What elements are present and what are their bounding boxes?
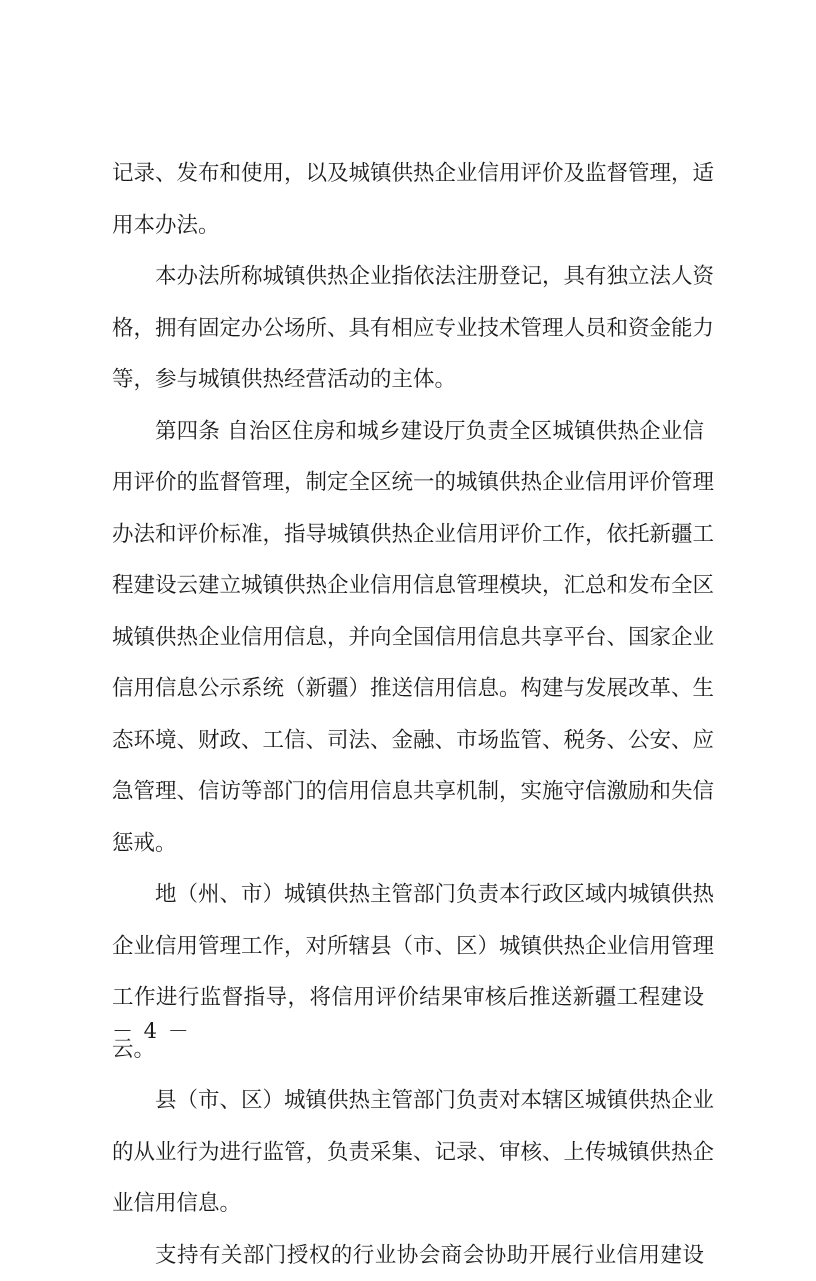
text-line: 办法和评价标准，指导城镇供热企业信用评价工作，依托新疆工 — [112, 509, 704, 561]
text-line: 地（州、市）城镇供热主管部门负责本行政区域内城镇供热 — [112, 869, 704, 921]
body-text — [112, 148, 704, 1281]
text-line: 信用信息公示系统（新疆）推送信用信息。构建与发展改革、生 — [112, 663, 704, 715]
text-line: 支持有关部门授权的行业协会商会协助开展行业信用建设 — [112, 1230, 704, 1281]
page-number: － 4 － — [112, 1016, 191, 1046]
text-line: 态环境、财政、工信、司法、金融、市场监管、税务、公安、应 — [112, 715, 704, 767]
text-line: 业信用信息。 — [112, 1178, 704, 1230]
text-line: 用评价的监督管理，制定全区统一的城镇供热企业信用评价管理 — [112, 457, 704, 509]
text-line: 记录、发布和使用，以及城镇供热企业信用评价及监督管理，适 — [112, 148, 704, 200]
text-line: 急管理、信访等部门的信用信息共享机制，实施守信激励和失信 — [112, 766, 704, 818]
text-line: 第四条 自治区住房和城乡建设厅负责全区城镇供热企业信 — [112, 406, 704, 458]
text-line: 工作进行监督指导，将信用评价结果审核后推送新疆工程建设 — [112, 972, 704, 1024]
text-line: 惩戒。 — [112, 818, 704, 870]
text-line: 用本办法。 — [112, 200, 704, 252]
text-line: 云。 — [112, 1024, 704, 1076]
text-line: 程建设云建立城镇供热企业信用信息管理模块，汇总和发布全区 — [112, 560, 704, 612]
text-line: 企业信用管理工作，对所辖县（市、区）城镇供热企业信用管理 — [112, 921, 704, 973]
text-line: 等，参与城镇供热经营活动的主体。 — [112, 354, 704, 406]
text-line: 本办法所称城镇供热企业指依法注册登记，具有独立法人资 — [112, 251, 704, 303]
text-line: 县（市、区）城镇供热主管部门负责对本辖区城镇供热企业 — [112, 1075, 704, 1127]
text-line: 格，拥有固定办公场所、具有相应专业技术管理人员和资金能力 — [112, 303, 704, 355]
text-line: 的从业行为进行监管，负责采集、记录、审核、上传城镇供热企 — [112, 1127, 704, 1179]
text-line: 城镇供热企业信用信息，并向全国信用信息共享平台、国家企业 — [112, 612, 704, 664]
